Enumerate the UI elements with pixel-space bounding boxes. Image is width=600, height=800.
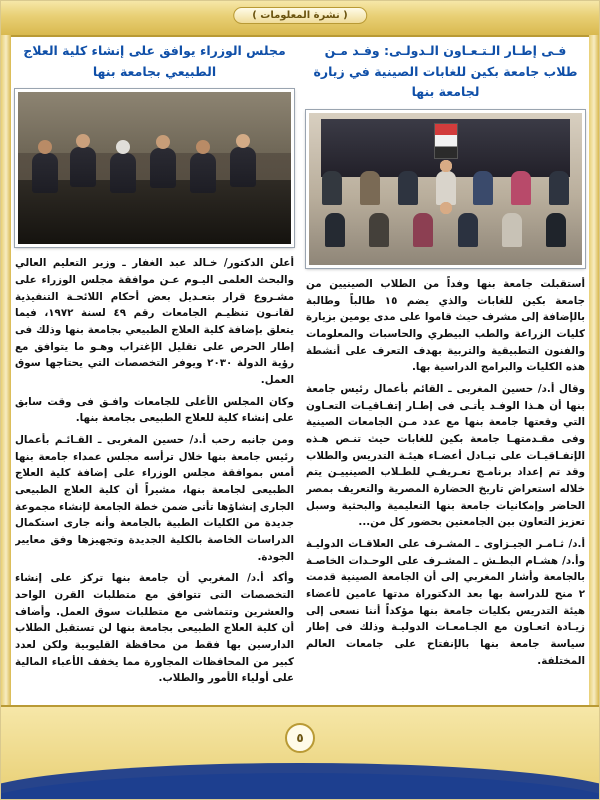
wave-dark [1, 763, 599, 799]
paragraph: أستقبلت جامعة بنها وفداً من الطلاب الصينيين من جامعة بكين للغابات والذي يضم ١٥ طالباً وطالبة بالإضافة إلى مشرف حيث قاموا على مدى يومين بزيارة كليات الزراعة والطب البيطري والحاسبات والمعلومات والفنون التطبيقية والتربية بهدف التعرف على أنشطة هذه الكليات والبرامج الدراسية بها. [306, 277, 585, 374]
flag-icon [434, 123, 458, 159]
article-body-right [306, 276, 585, 674]
paragraph: وقال أ.د/ حسين المغربى ـ القائم بأعمال رئيس جامعة بنها أن هـذا الوفـد يأتـى فى إطـار إتفـاقيـات التعـاون التي وقعتها جامعة بنها مع عدد مـن الجامعات الصينية وفى مقـدمتهـا جامعة بكين للغابات حيث تنـص هـذه الإتفـاقيـات على تبـادل أعضـاء هيئـة التدريس والطلاب وقد تم إعداد برنامـج تعـريفـي للطـلاب الصينييـن يتم خلاله استعراض تاريخ الحضارة المصرية والتعريف بمصر الحاضر وإمكانيات جامعة بنها التعليمية والبحثية وسبل تعزيز التعاون بين الجامعتين بحضور كل من... [306, 382, 585, 529]
paragraph: وأكد أ.د/ المغربي أن جامعة بنها تركز على إنشاء التخصصات التى تتوافق مع متطلبات القرن الواحد والعشرين وتتماشى مع متطلبات سوق العمل. وأضاف أن كلية العلاج الطبيعى بجامعة بنها لن تستقبل الطلاب الدارسين بها فقط من محافظة القليوبية ولكن لعدد كبير من المحافظات المجاورة مما يخفف الأعباء المالية على أولياء الأمور والطلاب. [15, 572, 294, 685]
left-decorative-rail [1, 35, 11, 713]
paragraph: ومن جانبه رحب أ.د/ حسين المغربى ـ القـائـم بأعمال رئيس جامعة بنها خلال ترأسه مجلس عمداء جامعة بنها أمس بموافقة مجلس الوزراء على إضافة كلية العلاج الطبيعى لجامعة بنها، مشيراً أن كلية العلاج الطبيعى الجارى إنشاؤها تأتى ضمن خطة الجامعة لإنشاء مجموعة جديدة من الكليات الطبية بالجامعة وأنه جارى استكمال الدراسات الخاصة بالكلية الجديدة وتجهيزها وفق معايير الجودة. [15, 433, 294, 563]
photo-meeting-table [18, 180, 291, 244]
page-number: ٥ [285, 723, 315, 753]
photo-wall-backdrop [18, 92, 291, 153]
column-left [15, 41, 294, 707]
headline-physical-therapy-faculty: مجلس الوزراء يوافق على إنشاء كلية العلاج الطبيعي بجامعة بنها [23, 43, 286, 79]
article-columns [15, 41, 585, 707]
photo-people-row-front [313, 213, 578, 247]
column-right [306, 41, 585, 707]
paragraph: وكان المجلس الأعلى للجامعات وافـق فى وقت سابق على إنشاء كلية للعلاج الطبيعى بجامعة بنها. [15, 395, 294, 425]
right-decorative-rail [589, 35, 599, 713]
footer-decoration [1, 705, 599, 799]
paragraph: أ.د/ ثـامـر الجيـزاوى ـ المشـرف على العلاقـات الدوليـة وأ.د/ هشـام البطـش ـ المشـرف على الوحـدات الخاصـة بالجامعة وأشار المغربي إلى أن الجامعة الصينية قدمت ٢ منح للدراسة بها بعد الدكتوراة مدتها عامين لأعضاء هيئة التدريس بكليات جامعة بنها مؤكداً أننا نسعى إلى زيـادة اتعـاون مع الجـامعـات الدوليـة وذلك فى إطار سياسة جامعة بنها بالإنفتاح على جامعات العالم المختلفة. [306, 537, 585, 667]
photo-council-meeting [15, 89, 294, 247]
paragraph: أعلن الدكتور/ خـالد عبد الغفار ـ وزير التعليم العالي والبحث العلمى اليـوم عـن موافقة مجلس الوزراء على مشـروع قرار بتعـديل بعض أحكام اللائحـة التنفيذية لقانـون تنظيـم الجامعات رقم ٤٩ لسنة ١٩٧٢، فيما يتعلق بإضافة كلية العلاج الطبيعي بجامعة بنها وذلك فى إطار الحرص على تقليل الإغتراب وهـو ما يتوافق مع رؤية الدولة ٢٠٣٠ ويوفر التخصصات التي يحتاجها سوق العمل. [15, 257, 294, 386]
photo-people-row-back [313, 171, 578, 205]
bulletin-label: ( نشرة المعلومات ) [233, 7, 367, 24]
photo-chinese-students-group [306, 110, 585, 268]
headline-international-cooperation: فـى إطـار الـتـعـاون الـدولـى: وفـد مـن طلاب جامعة بكين للغابات الصينية في زيارة لجامعة بنها [313, 43, 578, 100]
top-decorative-band [1, 1, 599, 37]
article-body-left [15, 255, 294, 692]
